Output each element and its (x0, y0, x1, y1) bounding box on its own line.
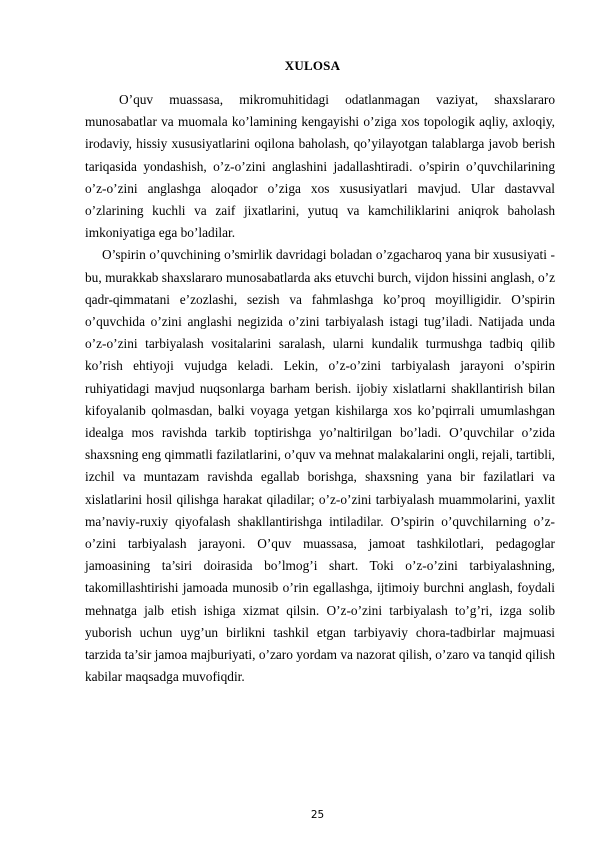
paragraph-2: O’spirin o’quvchining o’smirlik davridagi boladan o’zgacharoq yana bir xususiyati - bu, murakkab shaxslararo munosabatlarda aks etuvchi burch, vijdon hissini anglash, o’z qadr-qimmatani e’zozlashi, sezish va fahmlashga ko’proq moyilligidir. O’spirin o’quvchida o’zini anglashi negizida o’zini tarbiyalash istagi tug’iladi. Natijada unda o’z-o’zini tarbiyalash vositalarini saralash, ularni kundalik turmushga tadbiq qilib ko’rish ehtiyoji vujudga keladi. Lekin, o’z-o’zini tarbiyalash jarayoni o’spirin ruhiyatidagi mavjud nuqsonlarga barham berish. ijobiy xislatlarni shakllantirish bilan kifoyalanib qolmasdan, balki voyaga yetgan kishilarga xos ko’pqirrali umumlashgan idealga mos ravishda tarkib toptirishga yo’naltirilgan bo’ladi. O’quvchilar o’zida shaxsning eng qimmatli fazilatlarini, o’quv va mehnat malakalarini ongli, rejali, tartibli, izchil va muntazam ravishda egallab borishga, shaxsning yana bir fazilatlari va xislatlarini hosil qilishga harakat qiladilar; o’z-o’zini tarbiyalash muammolarini, yaxlit ma’naviy-ruxiy qiyofalash shakllantirishga intiladilar. O’spirin o’quvchilarning o’z-o’zini tarbiyalash jarayoni. O’quv muassasa, jamoat tashkilotlari, pedagoglar jamoasining ta’siri doirasida bo’lmog’i shart. Toki o’z-o’zini tarbiyalashning, takomillashtirishi jamoada munosib o’rin egallashga, ijtimoiy burchni anglash, foydali mehnatga jalb etish ishiga xizmat qilsin. O’z-o’zini tarbiyalash to’g’ri, izga solib yuborish uchun uyg’un birlikni tashkil etgan tarbiyaviy chora-tadbirlar majmuasi tarzida ta’sir jamoa majburiyati, o’zaro yordam va nazorat qilish, o’zaro va tanqid qilish kabilar maqsadga muvofiqdir. (85, 247, 555, 685)
document-title: XULOSA (284, 58, 341, 73)
paragraph-1: O’quv muassasa, mikromuhitidagi odatlanmagan vaziyat, shaxslararo munosabatlar va muomala ko’lamining kengayishi o’ziga xos topologik aqliy, axloqiy, irodaviy, hissiy xususiyatlarini oqilona baholash, qo’yilayotgan talablarga javob berish tariqasida yondashish, o’z-o’zini anglashini jadallashtiradi. o’spirin o’quvchilarining o’z-o’zini anglashga aloqador o’ziga xos xususiyatlari mavjud. Ular dastavval o’zlarining kuchli va zaif jixatlarini, yutuq va kamchiliklarini aniqrok baholash imkoniyatiga ega bo’ladilar. (85, 92, 555, 241)
page-number: 25 (310, 809, 325, 821)
document-body (85, 89, 555, 688)
